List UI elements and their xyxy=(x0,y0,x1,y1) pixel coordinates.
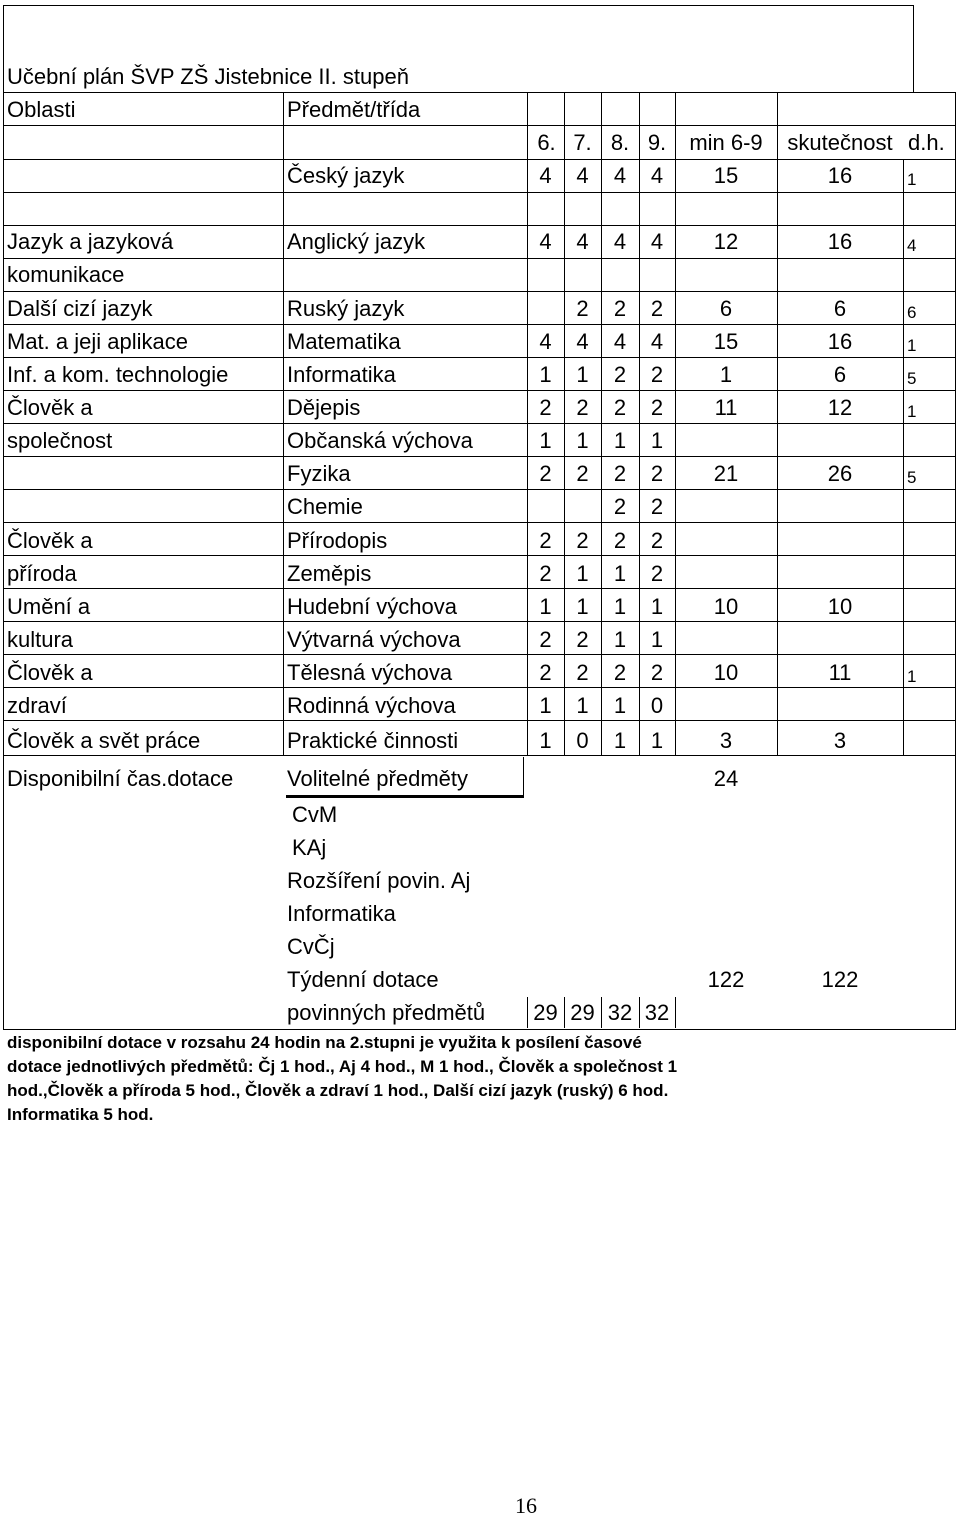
cell-g9: 4 xyxy=(650,229,664,254)
cell-g8: 2 xyxy=(613,494,627,519)
cell-g7: 4 xyxy=(576,329,589,354)
area-zdravi-1: Člověk a xyxy=(7,660,93,685)
cell-g6: 2 xyxy=(539,528,552,553)
cell-g8: 4 xyxy=(613,329,627,354)
header-dh: d.h. xyxy=(908,130,945,155)
subject-name: Rodinná výchova xyxy=(287,693,456,718)
cell-g9: 1 xyxy=(650,594,664,619)
cell-actual: 12 xyxy=(827,395,853,420)
cell-min: 15 xyxy=(713,163,739,188)
cell-min: 10 xyxy=(713,660,739,685)
cell-g6: 1 xyxy=(539,728,552,753)
cell-g8: 2 xyxy=(613,660,627,685)
subject-name: Anglický jazyk xyxy=(287,229,426,254)
row-line xyxy=(3,522,956,523)
subject-name: Výtvarná výchova xyxy=(287,627,461,652)
cell-g7: 2 xyxy=(576,461,589,486)
table-bottom-border xyxy=(3,1029,956,1030)
tydenni-label-2: povinných předmětů xyxy=(287,1000,486,1025)
row-line xyxy=(3,720,956,721)
cell-g8: 4 xyxy=(613,229,627,254)
row-line xyxy=(3,687,956,688)
cell-g8: 4 xyxy=(613,163,627,188)
tydenni-grade-8: 32 xyxy=(607,1000,633,1025)
tydenni-grade-7: 29 xyxy=(570,1000,595,1025)
footnote-line: disponibilní dotace v rozsahu 24 hodin na 2.stupni je využita k posílení časové xyxy=(7,1033,642,1052)
cell-g9: 2 xyxy=(650,561,664,586)
cell-dh: 6 xyxy=(907,303,917,322)
cell-min: 12 xyxy=(713,229,739,254)
cell-g8: 1 xyxy=(613,594,627,619)
footnote-line: hod.,Člověk a příroda 5 hod., Člověk a zdraví 1 hod., Další cizí jazyk (ruský) 6 hod. xyxy=(7,1081,669,1100)
subject-name: Zeměpis xyxy=(287,561,372,586)
row-line xyxy=(3,324,956,325)
cell-g8: 2 xyxy=(613,461,627,486)
tydenni-actual: 122 xyxy=(821,967,859,992)
cell-actual: 3 xyxy=(833,728,847,753)
row-line xyxy=(3,489,956,490)
cell-g9: 2 xyxy=(650,395,664,420)
cell-g9: 2 xyxy=(650,660,664,685)
cell-actual: 6 xyxy=(833,362,847,387)
cell-min: 3 xyxy=(719,728,733,753)
cell-g6: 1 xyxy=(539,594,552,619)
volitelne-divider xyxy=(523,757,524,797)
cell-dh: 1 xyxy=(907,402,917,421)
row-line xyxy=(3,555,956,556)
volitelne-underline xyxy=(286,795,524,798)
cell-actual: 6 xyxy=(833,296,847,321)
area-priroda-1: Člověk a xyxy=(7,528,93,553)
cell-g8: 1 xyxy=(613,728,627,753)
subject-name: Praktické činnosti xyxy=(287,728,459,753)
cell-g7: 1 xyxy=(576,561,589,586)
cell-min: 21 xyxy=(713,461,739,486)
cell-g7: 2 xyxy=(576,395,589,420)
tydenni-divider xyxy=(639,997,640,1028)
cell-g8: 2 xyxy=(613,296,627,321)
cell-g7: 1 xyxy=(576,428,589,453)
cell-g6: 2 xyxy=(539,395,552,420)
col-line xyxy=(777,92,778,756)
area-prace: Člověk a svět práce xyxy=(7,728,201,753)
area-umeni-2: kultura xyxy=(7,627,74,652)
cell-g8: 2 xyxy=(613,528,627,553)
area-jazyk-1: Jazyk a jazyková xyxy=(7,229,174,254)
cell-dh: 1 xyxy=(907,667,917,686)
tydenni-divider xyxy=(527,997,528,1028)
tydenni-divider xyxy=(601,997,602,1028)
volitelne-min: 24 xyxy=(713,766,739,791)
dh-column-border xyxy=(903,159,904,756)
volitelne-label: Volitelné předměty xyxy=(287,766,468,791)
cell-g9: 0 xyxy=(650,693,664,718)
footnote-line: Informatika 5 hod. xyxy=(7,1105,154,1124)
area-matematika: Mat. a jeji aplikace xyxy=(7,329,188,354)
cell-g6: 1 xyxy=(539,362,552,387)
header-grade-6: 6. xyxy=(537,130,556,155)
cell-g9: 1 xyxy=(650,728,664,753)
cell-g7: 4 xyxy=(576,163,589,188)
row-line xyxy=(3,423,956,424)
header-grade-8: 8. xyxy=(610,130,630,155)
col-line xyxy=(564,92,565,756)
tydenni-divider xyxy=(675,997,676,1028)
cell-g7: 0 xyxy=(576,728,589,753)
cell-g7: 2 xyxy=(576,660,589,685)
footnote-line: dotace jednotlivých předmětů: Čj 1 hod., Aj 4 hod., M 1 hod., Člověk a společnost 1 xyxy=(7,1057,678,1076)
header-area: Oblasti xyxy=(7,97,76,122)
cell-g7: 2 xyxy=(576,296,589,321)
row-line xyxy=(3,755,956,756)
cell-g9: 4 xyxy=(650,329,664,354)
volitelne-item: Informatika xyxy=(287,901,396,926)
cell-dh: 4 xyxy=(907,236,917,255)
cell-dh: 5 xyxy=(907,369,917,388)
volitelne-item: KAj xyxy=(292,835,327,860)
cell-min: 10 xyxy=(713,594,739,619)
row-line xyxy=(3,192,956,193)
cell-dh: 1 xyxy=(907,336,917,355)
header-grade-7: 7. xyxy=(573,130,592,155)
row-line xyxy=(3,225,956,226)
area-spolecnost-1: Člověk a xyxy=(7,395,93,420)
cell-g9: 2 xyxy=(650,362,664,387)
cell-g7: 1 xyxy=(576,362,589,387)
area-informatika: Inf. a kom. technologie xyxy=(7,362,229,387)
tydenni-grade-9: 32 xyxy=(644,1000,670,1025)
cell-g6: 4 xyxy=(539,229,552,254)
cell-g9: 2 xyxy=(650,494,664,519)
cell-g9: 2 xyxy=(650,461,664,486)
cell-g6: 2 xyxy=(539,660,552,685)
cell-actual: 10 xyxy=(827,594,853,619)
subject-name: Občanská výchova xyxy=(287,428,473,453)
volitelne-item: Rozšíření povin. Aj xyxy=(287,868,471,893)
cell-g8: 1 xyxy=(613,627,627,652)
row-line xyxy=(3,654,956,655)
cell-g7: 1 xyxy=(576,693,589,718)
tydenni-grade-6: 29 xyxy=(533,1000,558,1025)
cell-min: 1 xyxy=(719,362,733,387)
cell-actual: 16 xyxy=(827,329,853,354)
col-line xyxy=(639,92,640,756)
cell-g6: 2 xyxy=(539,461,552,486)
row-line xyxy=(3,291,956,292)
cell-g7: 2 xyxy=(576,627,589,652)
cell-actual: 16 xyxy=(827,163,853,188)
table-right-border xyxy=(955,92,956,1029)
cell-g6: 4 xyxy=(539,163,552,188)
cell-actual: 16 xyxy=(827,229,853,254)
volitelne-item: CvČj xyxy=(287,934,335,959)
row-line xyxy=(3,456,956,457)
col-line xyxy=(527,92,528,756)
cell-g8: 1 xyxy=(613,428,627,453)
subject-name: Fyzika xyxy=(287,461,351,486)
header-actual: skutečnost xyxy=(787,130,893,155)
subject-name: Hudební výchova xyxy=(287,594,457,619)
row-line xyxy=(3,125,956,126)
cell-g8: 2 xyxy=(613,362,627,387)
cell-g8: 2 xyxy=(613,395,627,420)
row-line xyxy=(3,357,956,358)
cell-g9: 2 xyxy=(650,296,664,321)
page-title: Učební plán ŠVP ZŠ Jistebnice II. stupeň xyxy=(7,64,409,89)
cell-g6: 4 xyxy=(539,329,552,354)
subject-name: Dějepis xyxy=(287,395,361,420)
cell-g6: 2 xyxy=(539,561,552,586)
header-grade-9: 9. xyxy=(647,130,667,155)
row-line xyxy=(3,621,956,622)
tydenni-divider xyxy=(564,997,565,1028)
cell-g6: 2 xyxy=(539,627,552,652)
cell-actual: 11 xyxy=(828,660,852,685)
page-number: 16 xyxy=(515,1493,537,1518)
subject-name: Matematika xyxy=(287,329,401,354)
area-umeni-1: Umění a xyxy=(7,594,91,619)
row-line xyxy=(3,390,956,391)
cell-g6: 1 xyxy=(539,428,552,453)
cell-g9: 1 xyxy=(650,428,664,453)
tydenni-min: 122 xyxy=(707,967,745,992)
cell-g7: 1 xyxy=(576,594,589,619)
cell-g9: 1 xyxy=(650,627,664,652)
area-zdravi-2: zdraví xyxy=(7,693,67,718)
frame-right-top xyxy=(913,5,914,93)
cell-min: 15 xyxy=(713,329,739,354)
cell-dh: 5 xyxy=(907,468,917,487)
frame-top xyxy=(3,5,914,6)
row-line xyxy=(3,159,956,160)
cell-actual: 26 xyxy=(827,461,853,486)
cell-min: 6 xyxy=(719,296,733,321)
area-disponibilni: Disponibilní čas.dotace xyxy=(7,766,234,791)
cell-g8: 1 xyxy=(613,693,627,718)
cell-g8: 1 xyxy=(613,561,627,586)
cell-g6: 1 xyxy=(539,693,552,718)
area-dalsi-jazyk: Další cizí jazyk xyxy=(7,296,153,321)
volitelne-item: CvM xyxy=(292,802,338,827)
cell-g9: 2 xyxy=(650,528,664,553)
subject-name: Český jazyk xyxy=(287,163,405,188)
area-priroda-2: příroda xyxy=(7,561,77,586)
subject-name: Tělesná výchova xyxy=(287,660,453,685)
row-line xyxy=(3,588,956,589)
col-line xyxy=(675,92,676,756)
subject-name: Chemie xyxy=(287,494,363,519)
cell-g9: 4 xyxy=(650,163,664,188)
subject-name: Ruský jazyk xyxy=(287,296,405,321)
area-spolecnost-2: společnost xyxy=(7,428,113,453)
cell-dh: 1 xyxy=(907,170,917,189)
subject-name: Informatika xyxy=(287,362,396,387)
col-line xyxy=(601,92,602,756)
subject-name: Přírodopis xyxy=(287,528,388,553)
header-subject: Předmět/třída xyxy=(287,97,421,122)
header-min: min 6-9 xyxy=(689,130,763,155)
row-line xyxy=(3,258,956,259)
cell-g7: 4 xyxy=(576,229,589,254)
area-jazyk-2: komunikace xyxy=(7,262,125,287)
tydenni-label-1: Týdenní dotace xyxy=(287,967,439,992)
row-line xyxy=(3,92,956,93)
cell-g7: 2 xyxy=(576,528,589,553)
cell-min: 11 xyxy=(714,395,738,420)
col-line xyxy=(283,92,284,756)
